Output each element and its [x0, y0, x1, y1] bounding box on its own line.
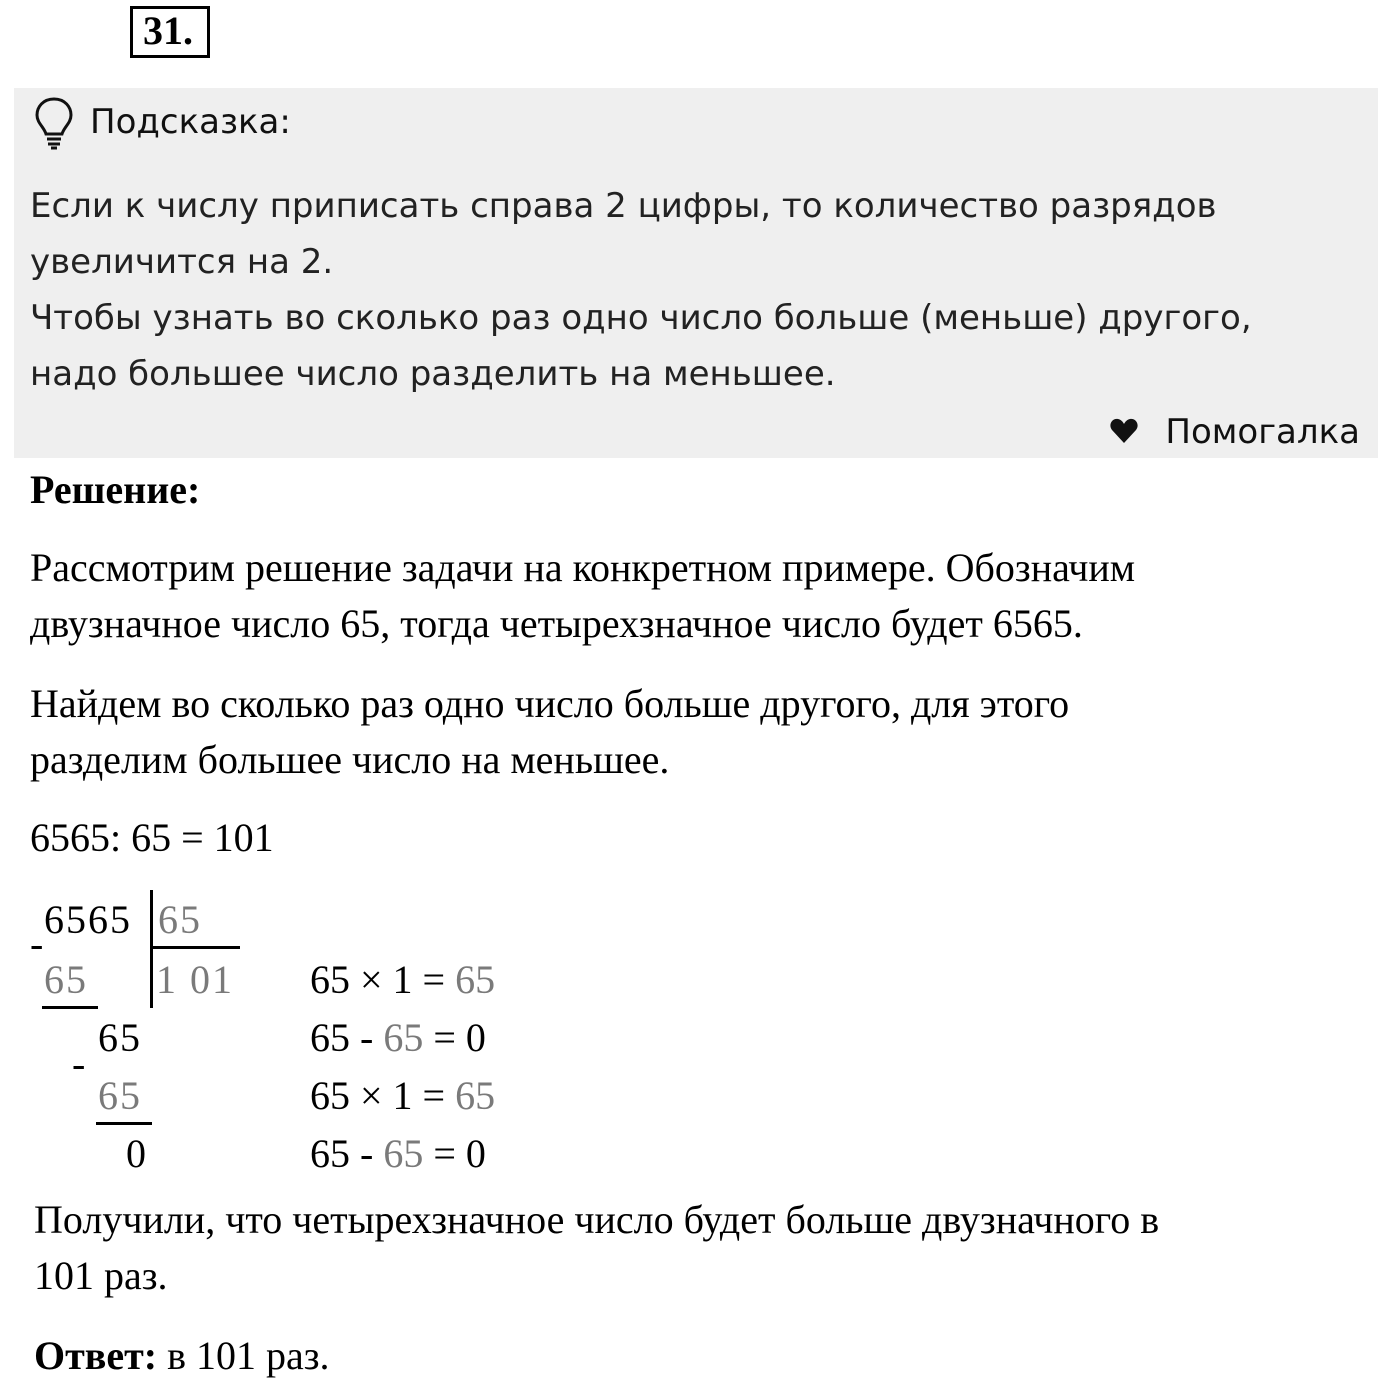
step-4: [310, 1130, 486, 1177]
step-2-text: 65 -: [310, 1015, 384, 1060]
step-4-operand: 65: [383, 1131, 424, 1176]
equation: 6565: 65 = 101: [30, 815, 274, 860]
step-2: [310, 1014, 486, 1061]
minus-sign-2: -: [72, 1041, 86, 1086]
step-4-tail: = 0: [423, 1131, 486, 1176]
hint-title: Подсказка:: [90, 102, 291, 142]
hint-line-1: Если к числу приписать справа 2 цифры, то количество разрядов: [30, 186, 1217, 226]
hint-line-2: увеличится на 2.: [30, 242, 334, 282]
divisor: 65: [158, 897, 202, 942]
solution-para1-line1: Рассмотрим решение задачи на конкретном примере. Обозначим: [30, 545, 1136, 590]
task-number: 31.: [130, 6, 210, 58]
step-2-tail: = 0: [423, 1015, 486, 1060]
step-1-result: 65: [455, 957, 496, 1002]
step-2-operand: 65: [383, 1015, 424, 1060]
step-3-result: 65: [455, 1073, 496, 1118]
step-1-text: 65 × 1 =: [310, 957, 456, 1002]
subtrahend-1-underline: [42, 1006, 98, 1009]
solution-para2-line2: разделим большее число на меньшее.: [30, 737, 670, 782]
minus-sign-1: -: [30, 921, 44, 966]
conclusion-line1: Получили, что четырехзначное число будет больше двузначного в: [34, 1197, 1160, 1242]
hint-line-3: Чтобы узнать во сколько раз одно число больше (меньше) другого,: [30, 298, 1252, 338]
final-remainder: 0: [126, 1131, 146, 1176]
remainder-1: 65: [98, 1015, 142, 1060]
solution-para2-line1: Найдем во сколько раз одно число больше другого, для этого: [30, 681, 1070, 726]
divisor-underline: [152, 946, 240, 949]
step-4-text: 65 -: [310, 1131, 384, 1176]
step-3: [310, 1072, 495, 1119]
division-vertical-line: [150, 890, 153, 1008]
subtrahend-2: 65: [98, 1073, 142, 1118]
step-3-text: 65 × 1 =: [310, 1073, 456, 1118]
step-1: [310, 956, 495, 1003]
subtrahend-2-underline: [96, 1122, 152, 1125]
solution-heading: Решение:: [30, 467, 201, 512]
lightbulb-icon: [34, 96, 74, 150]
answer-text: в 101 раз.: [157, 1333, 330, 1378]
heart-icon: [1110, 418, 1138, 444]
conclusion-line2: 101 раз.: [34, 1253, 168, 1298]
solution-para1-line2: двузначное число 65, тогда четырехзначное число будет 6565.: [30, 601, 1083, 646]
subtrahend-1: 65: [44, 957, 88, 1002]
hint-line-4: надо большее число разделить на меньшее.: [30, 354, 836, 394]
answer: [34, 1332, 330, 1379]
dividend: 6565: [44, 897, 132, 942]
answer-label: Ответ:: [34, 1333, 158, 1378]
brand-label: Помогалка: [1165, 412, 1360, 452]
quotient: 1 01: [156, 957, 234, 1002]
